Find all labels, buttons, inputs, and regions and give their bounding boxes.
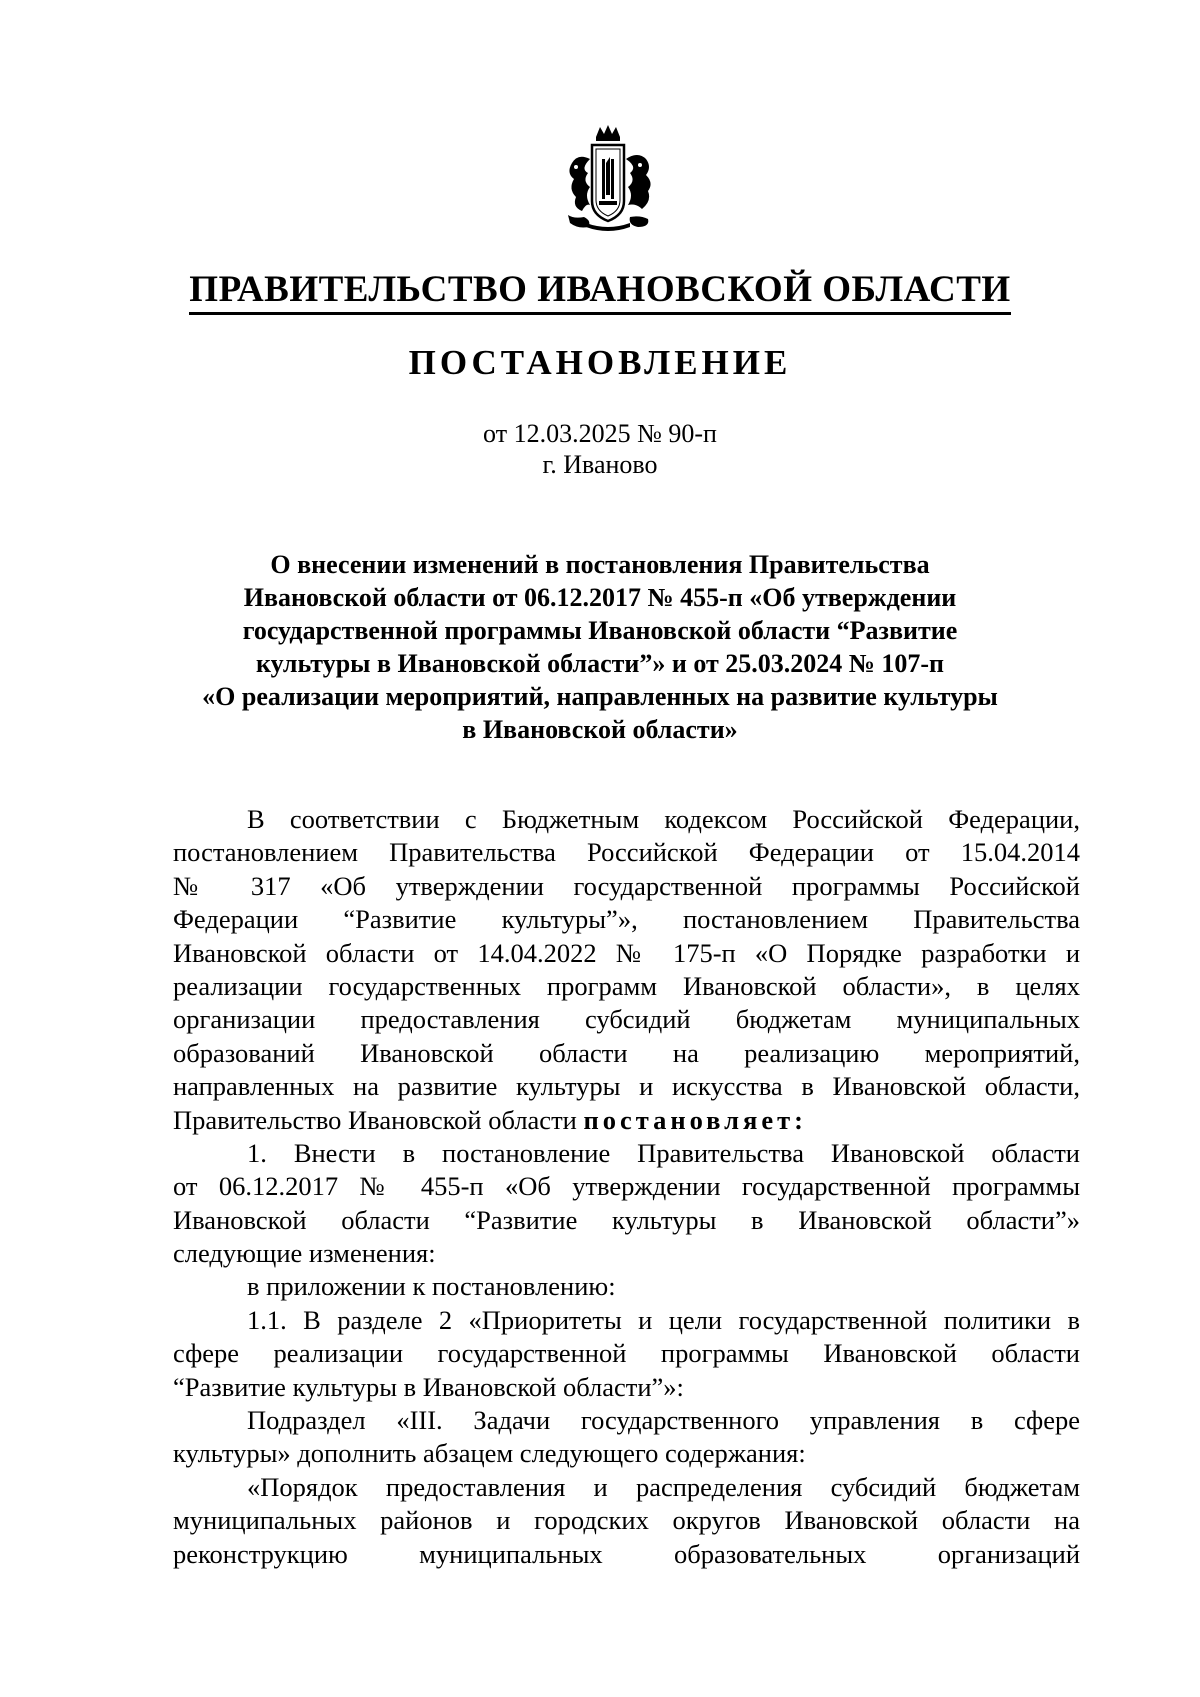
subject-line: Ивановской области от 06.12.2017 № 455-п «Об утверждении bbox=[243, 583, 957, 612]
body-line: направленных на развитие культуры и искусства в Ивановской области, bbox=[173, 1071, 1080, 1102]
body-line: муниципальных районов и городских округов Ивановской области на bbox=[173, 1505, 1080, 1536]
body-line: Федерации “Развитие культуры”», постановлением Правительства bbox=[173, 904, 1080, 935]
body-line: № 317 «Об утверждении государственной программы Российской bbox=[173, 870, 1080, 901]
body-line: от 06.12.2017 № 455-п «Об утверждении государственной программы bbox=[173, 1171, 1080, 1202]
document-subject bbox=[170, 548, 1030, 746]
body-text-fragment: Правительство Ивановской области bbox=[173, 1104, 577, 1135]
body-line: Ивановской области от 14.04.2022 № 175-п «О Порядке разработки и bbox=[173, 937, 1080, 968]
government-name: ПРАВИТЕЛЬСТВО ИВАНОВСКОЙ ОБЛАСТИ bbox=[0, 270, 1200, 315]
subject-line: О внесении изменений в постановления Правительства bbox=[270, 550, 930, 579]
subject-line: культуры в Ивановской области”» и от 25.03.2024 № 107-п bbox=[255, 649, 945, 678]
document-body bbox=[173, 803, 1080, 1571]
document-type: ПОСТАНОВЛЕНИЕ bbox=[408, 343, 792, 382]
body-line: 1. Внести в постановление Правительства Ивановской области bbox=[247, 1137, 1080, 1168]
body-line: постановлением Правительства Российской Федерации от 15.04.2014 bbox=[173, 837, 1080, 868]
subject-line: «О реализации мероприятий, направленных на развитие культуры bbox=[202, 682, 998, 711]
body-line: сфере реализации государственной программы Ивановской области bbox=[173, 1338, 1080, 1369]
body-line: следующие изменения: bbox=[173, 1238, 436, 1269]
body-line: реализации государственных программ Ивановской области», в целях bbox=[173, 970, 1080, 1001]
body-line: В соответствии с Бюджетным кодексом Российской Федерации, bbox=[247, 804, 1080, 834]
body-line bbox=[173, 1104, 1080, 1137]
body-line: образований Ивановской области на реализацию мероприятий, bbox=[173, 1037, 1080, 1068]
body-line: Ивановской области “Развитие культуры в Ивановской области”» bbox=[173, 1204, 1080, 1235]
body-line: культуры» дополнить абзацем следующего содержания: bbox=[173, 1438, 806, 1469]
body-line: 1.1. В разделе 2 «Приоритеты и цели государственной политики в bbox=[247, 1304, 1080, 1335]
body-line: организации предоставления субсидий бюджетам муниципальных bbox=[173, 1004, 1080, 1035]
body-line: реконструкцию муниципальных образовательных организаций bbox=[173, 1538, 1080, 1569]
document-city: г. Иваново bbox=[542, 450, 658, 479]
body-line: Подраздел «III. Задачи государственного управления в сфере bbox=[247, 1405, 1080, 1436]
body-line: «Порядок предоставления и распределения субсидий бюджетам bbox=[247, 1471, 1080, 1502]
coat-of-arms-icon bbox=[562, 123, 654, 233]
resolution-keyword: постановляет: bbox=[583, 1104, 807, 1135]
subject-line: государственной программы Ивановской области “Развитие bbox=[242, 616, 958, 645]
document-date-number: от 12.03.2025 № 90-п bbox=[483, 419, 717, 448]
body-line: в приложении к постановлению: bbox=[247, 1271, 616, 1302]
body-line: “Развитие культуры в Ивановской области”»: bbox=[173, 1371, 684, 1402]
subject-line: в Ивановской области» bbox=[462, 715, 738, 744]
